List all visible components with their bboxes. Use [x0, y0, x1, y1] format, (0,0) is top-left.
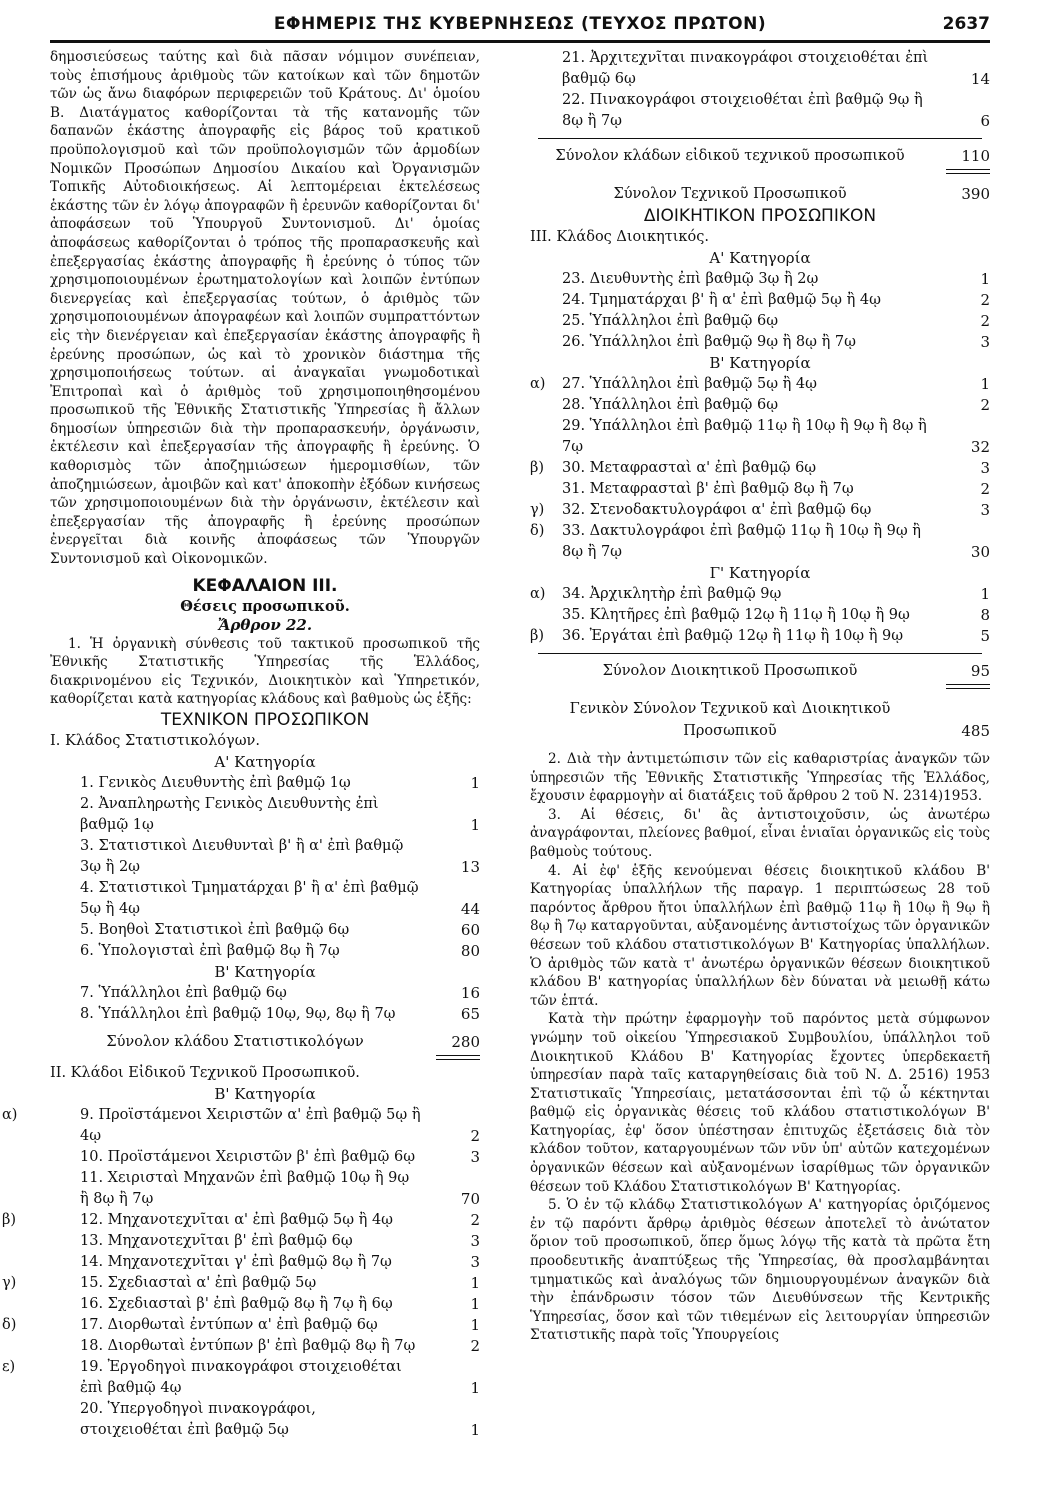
list-item — [50, 1004, 480, 1025]
group-marker: γ) — [2, 1275, 17, 1291]
position-text: 23. Διευθυντὴς ἐπὶ βαθμῷ 3ῳ ἢ 2ῳ — [562, 271, 819, 287]
position-count: 2 — [470, 1337, 480, 1355]
list-category-a — [50, 773, 480, 962]
list-item — [530, 311, 990, 332]
group-marker: α) — [2, 1107, 18, 1123]
position-text: 22. Πινακογράφοι στοιχειοθέται ἐπὶ βαθμῷ 9ῳ ἢ 8ῳ ἢ 7ῳ — [562, 92, 923, 129]
left-column — [2, 48, 480, 1441]
position-text: 28. Ὑπάλληλοι ἐπὶ βαθμῷ 6ῳ — [562, 397, 779, 413]
total-value: 390 — [961, 185, 990, 203]
position-text: 31. Μεταφρασταὶ β' ἐπὶ βαθμῷ 8ῳ ἢ 7ῳ — [562, 481, 854, 497]
position-count: 1 — [470, 816, 480, 834]
list-item — [2, 1357, 480, 1399]
list-item — [530, 90, 990, 132]
group-marker: δ) — [530, 523, 545, 539]
position-count: 14 — [970, 70, 990, 88]
position-text: 12. Μηχανοτεχνῖται α' ἐπὶ βαθμῷ 5ῳ ἢ 4ῳ — [80, 1212, 394, 1228]
position-count: 5 — [980, 627, 990, 645]
list-category-b — [50, 983, 480, 1025]
administrative-staff-title: ΔΙΟΙΚΗΤΙΚΟΝ ΠΡΟΣΩΠΙΚΟΝ — [643, 206, 877, 226]
paragraph-2: 2. Διὰ τὴν ἀντιμετώπισιν τῶν εἰς καθαριστρίας ἀναγκῶν τῶν ὑπηρεσιῶν τῆς Ἐθνικῆς Στατιστικῆς Ὑπηρεσίας τῆς Ἑλλάδος, ἔχουσιν ἐφαρμογὴν αἱ διατάξεις τοῦ ἄρθρου 2 τοῦ Ν. 2314)1953. — [530, 751, 990, 805]
paragraph-4: 4. Αἱ ἐφ' ἑξῆς κενούμεναι θέσεις διοικητικοῦ κλάδου Β' Κατηγορίας ὑπαλλήλων τῆς παραγρ. 1 περιπτώσεως 28 τοῦ παρόντος ἄρθρου ἤτοι ὑπαλλήλων ἐπὶ βαθμῷ 11ῳ ἢ 10ῳ ἢ 9ῳ ἢ 8ῳ ἢ 7ῳ καταργοῦνται, αὐξανομένης ἀντιστοίχως τῶν ὀργανικῶν θέσεων τοῦ κλάδου στατιστικολόγων Β' Κατηγορίας ὑπαλλήλων. Ὁ ἀριθμὸς τῶν κατὰ τ' ἀνωτέρω ὀργανικῶν θέσεων διοικητικοῦ κλάδου Β' κατηγορίας ὑπαλλήλων δὲν δύναται νὰ μειωθῇ κάτω τῶν ἑπτά. — [530, 862, 990, 1009]
list-item — [50, 1147, 480, 1168]
list-item — [530, 374, 990, 395]
list-item — [530, 332, 990, 353]
position-count: 13 — [460, 858, 480, 876]
list-item — [50, 773, 480, 794]
position-text: 18. Διορθωταὶ ἐντύπων β' ἐπὶ βαθμῷ 8ῳ ἢ 7ῳ — [80, 1338, 416, 1354]
position-text: 33. Δακτυλογράφοι ἐπὶ βαθμῷ 11ῳ ἢ 10ῳ ἢ 9ῳ ἢ 8ῳ ἢ 7ῳ — [562, 523, 921, 560]
branch-special-technical: ΙΙ. Κλάδοι Εἰδικοῦ Τεχνικοῦ Προσωπικοῦ. — [50, 1065, 360, 1081]
category-a-heading: Α' Κατηγορία — [214, 753, 316, 771]
position-text: 21. Ἀρχιτεχνῖται πινακογράφοι στοιχειοθέται ἐπὶ βαθμῷ 6ῳ — [562, 50, 929, 87]
list-item — [50, 1399, 480, 1441]
position-count: 2 — [980, 312, 990, 330]
position-text: 9. Προϊστάμενοι Χειριστῶν α' ἐπὶ βαθμῷ 5ῳ ἢ 4ῳ — [80, 1107, 421, 1144]
position-count: 2 — [470, 1211, 480, 1229]
position-count: 3 — [470, 1148, 480, 1166]
position-count: 1 — [980, 585, 990, 603]
list-admin-category-b — [530, 374, 990, 563]
list-admin-category-a — [530, 269, 990, 353]
position-count: 16 — [460, 984, 480, 1002]
right-column — [530, 48, 990, 1345]
list-item — [50, 1336, 480, 1357]
position-count: 1 — [470, 1421, 480, 1439]
paragraph-4b: Κατὰ τὴν πρώτην ἐφαρμογὴν τοῦ παρόντος μετὰ σύμφωνον γνώμην τοῦ οἰκείου Ὑπηρεσιακοῦ Συμβουλίου, ὑπάλληλοι τοῦ Διοικητικοῦ Κλάδου Β' Κατηγορίας ἔχοντες ὑπερδεκαετῆ ὑπηρεσίαν παρὰ ταῖς καταργηθείσαις διὰ τοῦ Ν. Δ. 2516) 1953 Στατιστικαῖς Ὑπηρεσίαις, μετατάσσονται ἐπὶ τῷ ὦ κέκτηνται βαθμῷ εἰς ὀργανικὰς θέσεις τοῦ κλάδου στατιστικολόγων Β' Κατηγορίας, ἐφ' ὅσον ὑπέστησαν ἐπιτυχῶς ἐξετάσεις διὰ τὸν κλάδον τοῦτον, καταργουμένων τῶν νῦν ὑπ' αὐτῶν κατεχομένων ὀργανικῶν θέσεων καὶ αὐξανομένων ἰσαρίθμως τῶν ὀργανικῶν θέσεων τοῦ Κλάδου Στατιστικολόγων Β' Κατηγορίας. — [530, 1011, 990, 1195]
position-count: 1 — [470, 1295, 480, 1313]
position-count: 3 — [980, 333, 990, 351]
list-item — [50, 941, 480, 962]
position-text: 19. Ἐργοδηγοὶ πινακογράφοι στοιχειοθέται ἐπὶ βαθμῷ 4ῳ — [80, 1359, 402, 1396]
position-count: 2 — [980, 396, 990, 414]
position-count: 3 — [470, 1253, 480, 1271]
list-item — [530, 605, 990, 626]
position-text: 14. Μηχανοτεχνῖται γ' ἐπὶ βαθμῷ 8ῳ ἢ 7ῳ — [80, 1254, 392, 1270]
total-value: 280 — [451, 1033, 480, 1051]
list-item — [530, 458, 990, 479]
list-item — [50, 1252, 480, 1273]
position-count: 1 — [470, 774, 480, 792]
list-item — [530, 500, 990, 521]
branch-administrative: ΙΙΙ. Κλάδος Διοικητικός. — [530, 229, 709, 245]
list-admin-category-c — [530, 584, 990, 647]
position-count: 3 — [470, 1232, 480, 1250]
position-text: 6. Ὑπολογισταὶ ἐπὶ βαθμῷ 8ῳ ἢ 7ῳ — [80, 943, 340, 959]
list-item — [50, 983, 480, 1004]
position-count: 30 — [970, 543, 990, 561]
list-special-technical — [2, 1105, 480, 1441]
category-c-heading: Γ' Κατηγορία — [709, 564, 811, 582]
position-count: 1 — [980, 375, 990, 393]
position-count: 1 — [470, 1316, 480, 1334]
list-item — [2, 1105, 480, 1147]
position-count: 60 — [460, 921, 480, 939]
list-item — [50, 1168, 480, 1210]
position-count: 2 — [470, 1127, 480, 1145]
category-b-heading-2: Β' Κατηγορία — [214, 1085, 316, 1103]
position-count: 1 — [980, 270, 990, 288]
list-top-items — [530, 48, 990, 132]
list-item — [50, 920, 480, 941]
position-count: 3 — [980, 459, 990, 477]
position-count: 32 — [970, 438, 990, 456]
position-text: 17. Διορθωταὶ ἐντύπων α' ἐπὶ βαθμῷ 6ῳ — [80, 1317, 378, 1333]
gazette-title: ΕΦΗΜΕΡΙΣ ΤΗΣ ΚΥΒΕΡΝΗΣΕΩΣ (ΤΕΥΧΟΣ ΠΡΩΤΟΝ) — [273, 14, 767, 34]
chapter-subtitle: Θέσεις προσωπικοῦ. — [180, 597, 350, 615]
list-item — [530, 584, 990, 605]
position-count: 2 — [980, 291, 990, 309]
position-text: 26. Ὑπάλληλοι ἐπὶ βαθμῷ 9ῳ ἢ 8ῳ ἢ 7ῳ — [562, 334, 856, 350]
list-item — [530, 521, 990, 563]
page-number: 2637 — [942, 14, 990, 34]
total-label: Σύνολον κλάδων εἰδικοῦ τεχνικοῦ προσωπικοῦ — [555, 148, 905, 164]
position-text: 13. Μηχανοτεχνῖται β' ἐπὶ βαθμῷ 6ῳ — [80, 1233, 353, 1249]
list-item — [530, 290, 990, 311]
position-text: 24. Τμηματάρχαι β' ἢ α' ἐπὶ βαθμῷ 5ῳ ἢ 4ῳ — [562, 292, 881, 308]
total-technical — [530, 183, 990, 205]
category-a-heading: Α' Κατηγορία — [709, 249, 811, 267]
total-value: 485 — [961, 722, 990, 740]
position-text: 2. Ἀναπληρωτὴς Γενικὸς Διευθυντὴς ἐπὶ βαθμῷ 1ῳ — [80, 796, 379, 833]
technical-staff-title: ΤΕΧΝΙΚΟΝ ΠΡΟΣΩΠΙΚΟΝ — [160, 710, 370, 730]
total-special-technical — [530, 145, 990, 167]
category-b-heading: Β' Κατηγορία — [214, 963, 316, 981]
group-marker: α) — [530, 586, 546, 602]
double-rule — [530, 682, 990, 692]
category-b-heading: Β' Κατηγορία — [709, 354, 811, 372]
position-count: 1 — [470, 1379, 480, 1397]
position-text: 7. Ὑπάλληλοι ἐπὶ βαθμῷ 6ῳ — [80, 985, 287, 1001]
position-text: 16. Σχεδιασταὶ β' ἐπὶ βαθμῷ 8ῳ ἢ 7ῳ ἢ 6ῳ — [80, 1296, 393, 1312]
grand-total — [530, 698, 990, 742]
list-item — [50, 1231, 480, 1252]
list-item — [50, 1294, 480, 1315]
position-text: 34. Ἀρχικλητὴρ ἐπὶ βαθμῷ 9ῳ — [562, 586, 782, 602]
total-label: Σύνολον Τεχνικοῦ Προσωπικοῦ — [613, 186, 847, 202]
chapter-heading: ΚΕΦΑΛΑΙΟΝ ΙΙΙ. — [192, 575, 338, 596]
list-item — [530, 479, 990, 500]
position-count: 3 — [980, 501, 990, 519]
group-marker: β) — [530, 460, 545, 476]
position-text: 1. Γενικὸς Διευθυντὴς ἐπὶ βαθμῷ 1ῳ — [80, 775, 351, 791]
list-item — [530, 48, 990, 90]
position-text: 5. Βοηθοὶ Στατιστικοὶ ἐπὶ βαθμῷ 6ῳ — [80, 922, 350, 938]
group-marker: ε) — [2, 1359, 16, 1375]
position-count: 6 — [980, 112, 990, 130]
position-count: 80 — [460, 942, 480, 960]
position-text: 27. Ὑπάλληλοι ἐπὶ βαθμῷ 5ῳ ἢ 4ῳ — [562, 376, 817, 392]
paragraph-3: 3. Αἱ θέσεις, δι' ἃς ἀντιστοιχοῦσιν, ὡς ἀνωτέρω ἀναγράφονται, πλείονες βαθμοί, εἶναι ἑνιαῖαι ὀργανικῶς εἰς τοὺς βαθμοὺς τούτους. — [530, 806, 990, 860]
list-item — [530, 626, 990, 647]
position-text: 4. Στατιστικοὶ Τμηματάρχαι β' ἢ α' ἐπὶ βαθμῷ 5ῳ ἢ 4ῳ — [80, 880, 419, 917]
page-header — [50, 6, 990, 43]
total-statisticians — [50, 1031, 480, 1053]
list-item — [50, 836, 480, 878]
article-heading: Ἄρθρον 22. — [217, 615, 313, 634]
position-text: 10. Προϊστάμενοι Χειριστῶν β' ἐπὶ βαθμῷ 6ῳ — [80, 1149, 416, 1165]
list-item — [530, 416, 990, 458]
group-marker: β) — [2, 1212, 17, 1228]
list-item — [2, 1315, 480, 1336]
paragraph-5: 5. Ὁ ἐν τῷ κλάδῳ Στατιστικολόγων Α' κατηγορίας ὁριζόμενος ἐν τῷ παρόντι ἄρθρῳ ἀριθμὸς θέσεων ἀποτελεῖ τὸ ἀνώτατον ὅριον τοῦ προσωπικοῦ, ὅπερ ὅμως λόγῳ τῆς κατὰ τὰ πρῶτα ἔτη προοδευτικῆς ἀναπτύξεως τῆς Ὑπηρεσίας, θὰ προσλαμβάνηται τμηματικῶς καὶ ἀναλόγως τῶν δημιουργουμένων ἀναγκῶν διὰ τὴν ἐπάνδρωσιν τόσον τῶν Διευθύνσεων τῆς Κεντρικῆς Ὑπηρεσίας, ὅσον καὶ τῶν τιθεμένων εἰς λειτουργίαν ὑπηρεσιῶν Στατιστικῆς παρὰ τοῖς Ὑπουργείοις — [530, 1197, 990, 1344]
total-label: Σύνολον Διοικητικοῦ Προσωπικοῦ — [602, 663, 858, 679]
position-text: 35. Κλητῆρες ἐπὶ βαθμῷ 12ῳ ἢ 11ῳ ἢ 10ῳ ἢ 9ῳ — [562, 607, 910, 623]
double-rule — [530, 167, 990, 177]
group-marker: δ) — [2, 1317, 17, 1333]
intro-paragraph: δημοσιεύσεως ταύτης καὶ διὰ πᾶσαν νόμιμον συνέπειαν, τοὺς ἐπισήμους ἀριθμοὺς τῶν κατοίκων καὶ τῶν δημοτῶν τῶν ὡς ἄνω διαφόρων περιφερειῶν τοῦ Κράτους. Δι' ὁμοίου Β. Διατάγματος καθορίζονται τὰ τῆς κατανομῆς τῶν δαπανῶν ἑκάστης ἀπογραφῆς εἰς βάρος τοῦ κρατικοῦ προϋπολογισμοῦ καὶ τῶν προϋπολογισμῶν τῶν ἁρμοδίων Νομικῶν Προσώπων Δημοσίου Δικαίου καὶ Ὀργανισμῶν Τοπικῆς Αὐτοδιοικήσεως. Αἱ λεπτομέρειαι ἐκτελέσεως ἑκάστης τῶν ἐν λόγῳ ἀπογραφῶν ἢ ἐρευνῶν καθορίζονται δι' ἀποφάσεων τοῦ Ὑπουργοῦ Συντονισμοῦ. Δι' ὁμοίας ἀποφάσεως καθορίζονται ὁ τρόπος τῆς προπαρασκευῆς καὶ ἐπεξεργασίας ἑκάστης ἀπογραφῆς ἢ ἐρεύνης ὁ τύπος τῶν χρησιμοποιουμένων ἐρωτηματολογίων καὶ λοιπῶν ἐντύπων διενεργείας καὶ ἐπεξεργασίας τούτων, ὁ ἀριθμὸς τῶν χρησιμοποιουμένων ἀπογραφέων καὶ λοιπῶν συμπραττόντων εἰς τὴν διενέργειαν καὶ ἐπεξεργασίαν ἑκάστης ἀπογραφῆς ἢ ἐρεύνης προσώπων, ὡς καὶ τὸ χρονικὸν διάστημα τῆς χρησιμοποιήσεως τούτων. αἱ ἀναγκαῖαι γνωμοδοτικαὶ Ἐπιτροπαὶ καὶ ὁ ἀριθμὸς τοῦ χρησιμοποιηθησομένου προσωπικοῦ τῆς Ἐθνικῆς Στατιστικῆς Ὑπηρεσίας ἢ ἄλλων δημοσίων ὑπηρεσιῶν διὰ τὴν προπαρασκευήν, ὀργάνωσιν, ἐκτέλεσιν καὶ ἐπεξεργασίαν τῆς ἀπογραφῆς ἢ ἐρεύνης. Ὁ καθορισμὸς τῶν ἀποζημιώσεων ἡμερομισθίων, τῶν ἀποζημιώσεων, ἀμοιβῶν καὶ κατ' ἀποκοπὴν ἐξόδων κινήσεως τῶν χρησιμοποιουμένων διὰ τὴν ὀργάνωσιν, ἐκτέλεσιν καὶ ἐπεξεργασίαν τῆς ἀπογραφῆς ἢ ἐρεύνης προσώπων ἐνεργεῖται διὰ κοινῆς ἀποφάσεως τῶν Ὑπουργῶν Συντονισμοῦ καὶ Οἰκονομικῶν. — [50, 49, 480, 568]
position-text: 20. Ὑπεργοδηγοὶ πινακογράφοι, στοιχειοθέται ἐπὶ βαθμῷ 5ῳ — [80, 1401, 316, 1438]
horizontal-rule — [538, 138, 982, 139]
position-text: 36. Ἐργάται ἐπὶ βαθμῷ 12ῳ ἢ 11ῳ ἢ 10ῳ ἢ 9ῳ — [562, 628, 904, 644]
position-count: 1 — [470, 1274, 480, 1292]
list-item — [530, 269, 990, 290]
position-count: 44 — [460, 900, 480, 918]
position-count: 2 — [980, 480, 990, 498]
position-text: 29. Ὑπάλληλοι ἐπὶ βαθμῷ 11ῳ ἢ 10ῳ ἢ 9ῳ ἢ 8ῳ ἢ 7ῳ — [562, 418, 927, 455]
list-item — [50, 878, 480, 920]
position-count: 8 — [980, 606, 990, 624]
position-count: 65 — [460, 1005, 480, 1023]
position-text: 11. Χειρισταὶ Μηχανῶν ἐπὶ βαθμῷ 10ῳ ἢ 9ῳ ἢ 8ῳ ἢ 7ῳ — [80, 1170, 410, 1207]
double-rule — [50, 1053, 480, 1063]
position-text: 8. Ὑπάλληλοι ἐπὶ βαθμῷ 10ῳ, 9ῳ, 8ῳ ἢ 7ῳ — [80, 1006, 396, 1022]
position-count: 70 — [460, 1190, 480, 1208]
horizontal-rule — [538, 653, 982, 654]
position-text: 30. Μεταφρασταὶ α' ἐπὶ βαθμῷ 6ῳ — [562, 460, 817, 476]
list-item — [50, 794, 480, 836]
branch-statisticians: Ι. Κλάδος Στατιστικολόγων. — [50, 733, 260, 749]
total-administrative — [530, 660, 990, 682]
total-value: 110 — [961, 147, 990, 165]
group-marker: α) — [530, 376, 546, 392]
position-text: 32. Στενοδακτυλογράφοι α' ἐπὶ βαθμῷ 6ῳ — [562, 502, 872, 518]
list-item — [530, 395, 990, 416]
position-text: 25. Ὑπάλληλοι ἐπὶ βαθμῷ 6ῳ — [562, 313, 779, 329]
total-value: 95 — [970, 662, 990, 680]
list-item — [2, 1273, 480, 1294]
total-label: Γενικὸν Σύνολον Τεχνικοῦ καὶ Διοικητικοῦ Προσωπικοῦ — [569, 701, 891, 739]
position-text: 15. Σχεδιασταὶ α' ἐπὶ βαθμῷ 5ῳ — [80, 1275, 317, 1291]
group-marker: γ) — [530, 502, 545, 518]
group-marker: β) — [530, 628, 545, 644]
position-text: 3. Στατιστικοὶ Διευθυνταὶ β' ἢ α' ἐπὶ βαθμῷ 3ῳ ἢ 2ῳ — [80, 838, 404, 875]
total-label: Σύνολον κλάδου Στατιστικολόγων — [106, 1034, 364, 1050]
paragraph-1: 1. Ἡ ὀργανικὴ σύνθεσις τοῦ τακτικοῦ προσωπικοῦ τῆς Ἐθνικῆς Στατιστικῆς Ὑπηρεσίας τῆς Ἑλλάδος, διακρινομένου εἰς Τεχνικόν, Διοικητικὸν καὶ Ὑπηρετικόν, καθορίζεται κατὰ κατηγορίας κλάδους καὶ βαθμοὺς ὡς ἑξῆς: — [50, 635, 480, 708]
list-item — [2, 1210, 480, 1231]
